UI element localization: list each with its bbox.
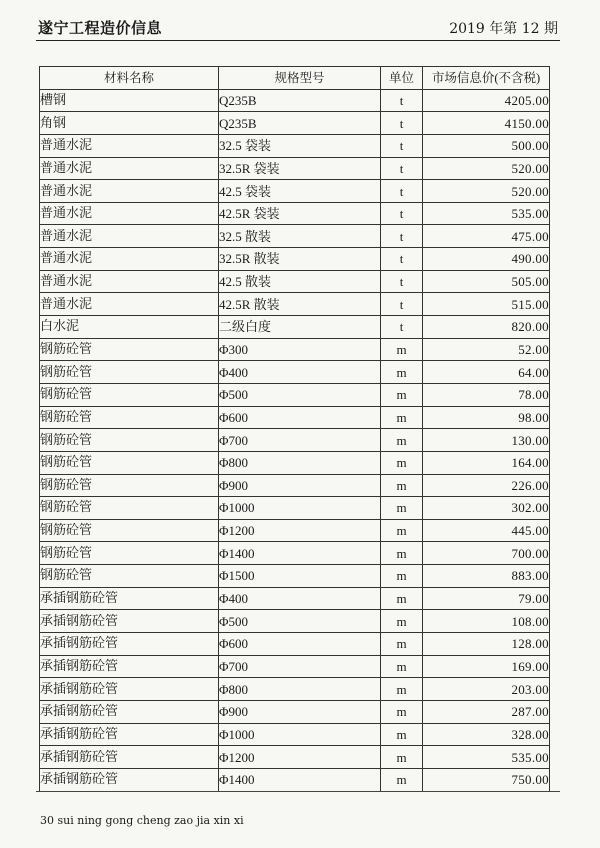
unit-cell: m: [381, 383, 423, 406]
spec-model-cell: Φ1500: [219, 565, 381, 588]
market-price-cell: 535.00: [423, 202, 550, 225]
bottom-rule: [36, 791, 560, 792]
unit-cell: m: [381, 565, 423, 588]
spec-model-cell: Φ800: [219, 678, 381, 701]
spec-model-cell: Φ900: [219, 700, 381, 723]
spec-model-cell: 32.5R 袋装: [219, 157, 381, 180]
market-price-cell: 445.00: [423, 519, 550, 542]
material-name-cell: 槽钢: [40, 89, 219, 112]
material-name-cell: 钢筋砼管: [40, 542, 219, 565]
market-price-cell: 520.00: [423, 180, 550, 203]
table-row: [40, 633, 550, 656]
material-name-cell: 承插钢筋砼管: [40, 587, 219, 610]
market-price-cell: 490.00: [423, 248, 550, 271]
material-name-cell: 承插钢筋砼管: [40, 610, 219, 633]
table-row: [40, 542, 550, 565]
price-table: [39, 66, 550, 792]
unit-cell: m: [381, 338, 423, 361]
material-name-cell: 承插钢筋砼管: [40, 768, 219, 791]
unit-cell: m: [381, 542, 423, 565]
publication-title: 遂宁工程造价信息: [38, 19, 163, 37]
market-price-cell: 883.00: [423, 565, 550, 588]
material-name-cell: 白水泥: [40, 316, 219, 339]
spec-model-cell: 32.5 散装: [219, 225, 381, 248]
page-header: [38, 14, 558, 38]
table-row: [40, 723, 550, 746]
material-name-cell: 钢筋砼管: [40, 406, 219, 429]
column-header-unit: 单位: [381, 67, 423, 90]
spec-model-cell: Φ600: [219, 633, 381, 656]
table-row: [40, 316, 550, 339]
unit-cell: m: [381, 700, 423, 723]
table-row: [40, 202, 550, 225]
material-name-cell: 钢筋砼管: [40, 361, 219, 384]
material-name-cell: 承插钢筋砼管: [40, 700, 219, 723]
market-price-cell: 203.00: [423, 678, 550, 701]
spec-model-cell: Φ400: [219, 361, 381, 384]
unit-cell: m: [381, 587, 423, 610]
table-row: [40, 248, 550, 271]
unit-cell: m: [381, 723, 423, 746]
page-footer: 30 sui ning gong cheng zao jia xin xi: [40, 814, 244, 827]
table-row: [40, 610, 550, 633]
spec-model-cell: 42.5R 散装: [219, 293, 381, 316]
column-header-price: 市场信息价(不含税): [423, 67, 550, 90]
unit-cell: t: [381, 112, 423, 135]
unit-cell: t: [381, 134, 423, 157]
table-row: [40, 338, 550, 361]
column-header-spec: 规格型号: [219, 67, 381, 90]
unit-cell: m: [381, 406, 423, 429]
spec-model-cell: Φ700: [219, 655, 381, 678]
spec-model-cell: Φ500: [219, 383, 381, 406]
material-name-cell: 钢筋砼管: [40, 338, 219, 361]
material-name-cell: 钢筋砼管: [40, 451, 219, 474]
market-price-cell: 535.00: [423, 746, 550, 769]
spec-model-cell: Q235B: [219, 89, 381, 112]
market-price-cell: 98.00: [423, 406, 550, 429]
table-row: [40, 678, 550, 701]
table-row: [40, 270, 550, 293]
issue-number: 2019 年第 12 期: [449, 21, 558, 37]
table-row: [40, 700, 550, 723]
market-price-cell: 475.00: [423, 225, 550, 248]
market-price-cell: 164.00: [423, 451, 550, 474]
spec-model-cell: 42.5 散装: [219, 270, 381, 293]
market-price-cell: 128.00: [423, 633, 550, 656]
material-name-cell: 普通水泥: [40, 293, 219, 316]
spec-model-cell: Φ800: [219, 451, 381, 474]
market-price-cell: 520.00: [423, 157, 550, 180]
table-row: [40, 112, 550, 135]
header-rule: [36, 40, 560, 41]
table-row: [40, 655, 550, 678]
market-price-cell: 4205.00: [423, 89, 550, 112]
table-row: [40, 225, 550, 248]
table-row: [40, 134, 550, 157]
unit-cell: m: [381, 633, 423, 656]
material-name-cell: 承插钢筋砼管: [40, 633, 219, 656]
spec-model-cell: Φ1200: [219, 519, 381, 542]
unit-cell: t: [381, 270, 423, 293]
table-row: [40, 451, 550, 474]
table-row: [40, 361, 550, 384]
market-price-cell: 64.00: [423, 361, 550, 384]
unit-cell: m: [381, 497, 423, 520]
market-price-cell: 78.00: [423, 383, 550, 406]
unit-cell: m: [381, 768, 423, 791]
column-header-name: 材料名称: [40, 67, 219, 90]
spec-model-cell: Φ600: [219, 406, 381, 429]
table-row: [40, 406, 550, 429]
spec-model-cell: 42.5 袋装: [219, 180, 381, 203]
unit-cell: m: [381, 361, 423, 384]
spec-model-cell: Φ1000: [219, 497, 381, 520]
table-row: [40, 746, 550, 769]
market-price-cell: 130.00: [423, 429, 550, 452]
table-row: [40, 519, 550, 542]
unit-cell: m: [381, 429, 423, 452]
market-price-cell: 287.00: [423, 700, 550, 723]
unit-cell: m: [381, 678, 423, 701]
material-name-cell: 钢筋砼管: [40, 383, 219, 406]
spec-model-cell: Φ300: [219, 338, 381, 361]
spec-model-cell: Φ400: [219, 587, 381, 610]
market-price-cell: 108.00: [423, 610, 550, 633]
material-name-cell: 承插钢筋砼管: [40, 655, 219, 678]
spec-model-cell: Φ500: [219, 610, 381, 633]
unit-cell: m: [381, 519, 423, 542]
unit-cell: t: [381, 202, 423, 225]
market-price-cell: 4150.00: [423, 112, 550, 135]
unit-cell: t: [381, 248, 423, 271]
spec-model-cell: Φ1200: [219, 746, 381, 769]
market-price-cell: 169.00: [423, 655, 550, 678]
table-row: [40, 474, 550, 497]
unit-cell: m: [381, 655, 423, 678]
material-name-cell: 承插钢筋砼管: [40, 746, 219, 769]
table-row: [40, 497, 550, 520]
material-name-cell: 普通水泥: [40, 180, 219, 203]
market-price-cell: 505.00: [423, 270, 550, 293]
unit-cell: t: [381, 157, 423, 180]
table-row: [40, 429, 550, 452]
unit-cell: t: [381, 293, 423, 316]
spec-model-cell: 42.5R 袋装: [219, 202, 381, 225]
market-price-cell: 52.00: [423, 338, 550, 361]
market-price-cell: 500.00: [423, 134, 550, 157]
market-price-cell: 79.00: [423, 587, 550, 610]
spec-model-cell: Φ700: [219, 429, 381, 452]
table-row: [40, 89, 550, 112]
material-name-cell: 承插钢筋砼管: [40, 723, 219, 746]
material-name-cell: 钢筋砼管: [40, 519, 219, 542]
spec-model-cell: 二级白度: [219, 316, 381, 339]
spec-model-cell: Φ1000: [219, 723, 381, 746]
material-name-cell: 普通水泥: [40, 248, 219, 271]
material-name-cell: 钢筋砼管: [40, 565, 219, 588]
table-row: [40, 180, 550, 203]
spec-model-cell: 32.5 袋装: [219, 134, 381, 157]
unit-cell: m: [381, 451, 423, 474]
market-price-cell: 700.00: [423, 542, 550, 565]
spec-model-cell: 32.5R 散装: [219, 248, 381, 271]
table-row: [40, 565, 550, 588]
market-price-cell: 328.00: [423, 723, 550, 746]
material-name-cell: 钢筋砼管: [40, 497, 219, 520]
spec-model-cell: Φ900: [219, 474, 381, 497]
material-name-cell: 承插钢筋砼管: [40, 678, 219, 701]
table-row: [40, 587, 550, 610]
spec-model-cell: Φ1400: [219, 768, 381, 791]
unit-cell: t: [381, 180, 423, 203]
market-price-cell: 226.00: [423, 474, 550, 497]
table-header-row: [40, 67, 550, 90]
material-name-cell: 普通水泥: [40, 225, 219, 248]
market-price-cell: 302.00: [423, 497, 550, 520]
material-name-cell: 普通水泥: [40, 270, 219, 293]
table-row: [40, 293, 550, 316]
spec-model-cell: Φ1400: [219, 542, 381, 565]
material-name-cell: 普通水泥: [40, 134, 219, 157]
material-name-cell: 普通水泥: [40, 202, 219, 225]
table-row: [40, 768, 550, 791]
unit-cell: t: [381, 225, 423, 248]
spec-model-cell: Q235B: [219, 112, 381, 135]
unit-cell: m: [381, 474, 423, 497]
table-row: [40, 383, 550, 406]
market-price-cell: 515.00: [423, 293, 550, 316]
material-name-cell: 钢筋砼管: [40, 429, 219, 452]
unit-cell: t: [381, 316, 423, 339]
material-name-cell: 钢筋砼管: [40, 474, 219, 497]
material-name-cell: 角钢: [40, 112, 219, 135]
table-row: [40, 157, 550, 180]
material-name-cell: 普通水泥: [40, 157, 219, 180]
unit-cell: t: [381, 89, 423, 112]
unit-cell: m: [381, 610, 423, 633]
unit-cell: m: [381, 746, 423, 769]
market-price-cell: 820.00: [423, 316, 550, 339]
market-price-cell: 750.00: [423, 768, 550, 791]
